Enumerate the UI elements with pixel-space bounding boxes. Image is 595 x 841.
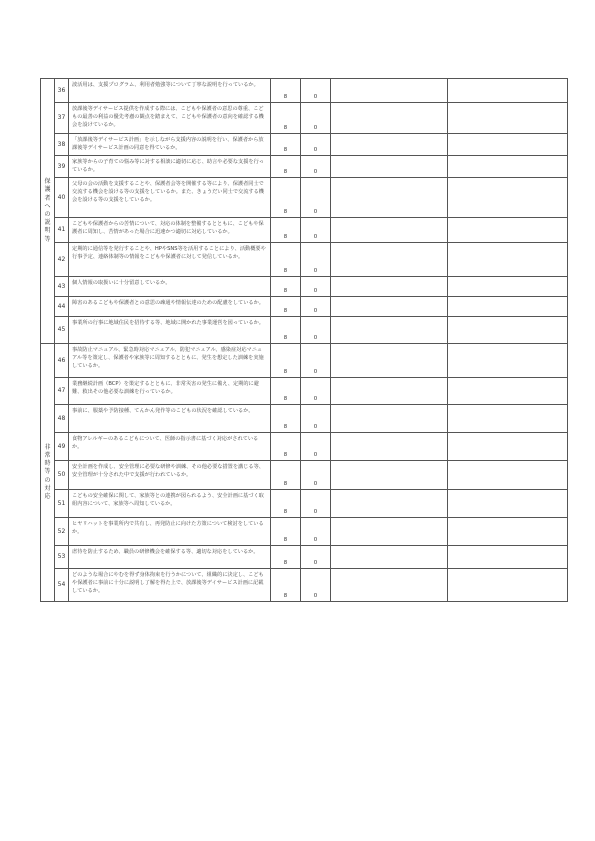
item-number: 43 (55, 277, 69, 297)
table-row (41, 277, 568, 297)
item-question: どのような場合にやむを得ず身体拘束を行うかについて、組織的に決定し、こどもや保護者に事前に十分に説明し了解を得た上で、放課後等デイサービス計画に記載しているか。 (69, 569, 271, 602)
unknown-column (331, 344, 448, 378)
unknown-column (331, 243, 448, 277)
comment-column (448, 490, 568, 518)
item-question: 虐待を防止するため、職員の研修機会を確保する等、適切な対応をしているか。 (69, 546, 271, 569)
item-question: 事故防止マニュアル、緊急時対応マニュアル、防犯マニュアル、感染症対応マニュアル等を策定し、保護者や家族等に周知するとともに、発生を想定した訓練を実施しているか。 (69, 344, 271, 378)
table-row (41, 490, 568, 518)
item-question: 安全計画を作成し、安全管理に必要な研修や訓練、その他必要な措置を講じる等、安全管理が十分された中で支援が行われているか。 (69, 461, 271, 490)
yes-count: 8 (271, 243, 301, 277)
item-number: 38 (55, 134, 69, 156)
item-number: 39 (55, 156, 69, 178)
section-label: 保護者への説明等 (44, 178, 51, 243)
table-row (41, 461, 568, 490)
yes-count: 8 (271, 518, 301, 546)
table-row (41, 178, 568, 218)
no-count: 0 (301, 103, 331, 134)
section-label-cell (41, 79, 55, 344)
yes-count: 8 (271, 297, 301, 317)
unknown-column (331, 546, 448, 569)
yes-count: 8 (271, 433, 301, 461)
item-number: 51 (55, 490, 69, 518)
yes-count: 8 (271, 405, 301, 433)
item-number: 44 (55, 297, 69, 317)
table-row (41, 546, 568, 569)
yes-count: 8 (271, 178, 301, 218)
yes-count: 8 (271, 103, 301, 134)
item-question: ヒヤリハットを事業所内で共有し、再発防止に向けた方策について検討をしているか。 (69, 518, 271, 546)
table-row (41, 243, 568, 277)
item-question: 食物アレルギーのあるこどもについて、医師の指示書に基づく対応がされているか。 (69, 433, 271, 461)
section-label: 非常時等の対応 (44, 443, 51, 500)
yes-count: 8 (271, 156, 301, 178)
comment-column (448, 317, 568, 344)
table-row (41, 156, 568, 178)
yes-count: 8 (271, 378, 301, 405)
item-number: 41 (55, 218, 69, 243)
table-row (41, 378, 568, 405)
unknown-column (331, 218, 448, 243)
item-number: 42 (55, 243, 69, 277)
unknown-column (331, 433, 448, 461)
item-question: 業務継続計画（BCP）を策定するとともに、非常災害の発生に備え、定期的に避難、救出その他必要な訓練を行っているか。 (69, 378, 271, 405)
item-question: こどもや保護者からの苦情について、対応の体制を整備するとともに、こどもや保護者に周知し、苦情があった場合に迅速かつ適切に対応しているか。 (69, 218, 271, 243)
item-question: 放課後等デイサービス提供を作成する際には、こどもや保護者の意思の尊重、こどもの最善の利益の優先考慮の観点を踏まえて、こどもや保護者の意向を確認する機会を設けているか。 (69, 103, 271, 134)
yes-count: 8 (271, 461, 301, 490)
yes-count: 8 (271, 218, 301, 243)
item-number: 40 (55, 178, 69, 218)
no-count: 0 (301, 178, 331, 218)
comment-column (448, 546, 568, 569)
comment-column (448, 218, 568, 243)
table-row (41, 134, 568, 156)
comment-column (448, 569, 568, 602)
item-question: こどもの安全確保に関して、家族等との連携が図られるよう、安全計画に基づく取組内容について、家族等へ周知しているか。 (69, 490, 271, 518)
comment-column (448, 344, 568, 378)
unknown-column (331, 461, 448, 490)
unknown-column (331, 518, 448, 546)
item-number: 49 (55, 433, 69, 461)
comment-column (448, 461, 568, 490)
comment-column (448, 378, 568, 405)
no-count: 0 (301, 79, 331, 103)
unknown-column (331, 156, 448, 178)
no-count: 0 (301, 297, 331, 317)
no-count: 0 (301, 344, 331, 378)
item-question: 障害のあるこどもや保護者との意思の疎通や情報伝達のための配慮をしているか。 (69, 297, 271, 317)
comment-column (448, 518, 568, 546)
yes-count: 8 (271, 317, 301, 344)
item-question: 波活用は、支援プログラム、利用者勉強等について丁寧な説明を行っているか。 (69, 79, 271, 103)
unknown-column (331, 378, 448, 405)
no-count: 0 (301, 378, 331, 405)
comment-column (448, 297, 568, 317)
item-number: 37 (55, 103, 69, 134)
no-count: 0 (301, 156, 331, 178)
item-question: 事業所の行事に地域住民を招待する等、地域に開かれた事業運営を図っているか。 (69, 317, 271, 344)
no-count: 0 (301, 218, 331, 243)
unknown-column (331, 178, 448, 218)
comment-column (448, 156, 568, 178)
item-question: 個人情報の取扱いに十分留意しているか。 (69, 277, 271, 297)
no-count: 0 (301, 433, 331, 461)
unknown-column (331, 277, 448, 297)
comment-column (448, 178, 568, 218)
yes-count: 8 (271, 344, 301, 378)
item-number: 52 (55, 518, 69, 546)
yes-count: 8 (271, 134, 301, 156)
yes-count: 8 (271, 490, 301, 518)
no-count: 0 (301, 243, 331, 277)
evaluation-table (40, 78, 568, 602)
unknown-column (331, 405, 448, 433)
unknown-column (331, 134, 448, 156)
table-row (41, 297, 568, 317)
unknown-column (331, 103, 448, 134)
comment-column (448, 433, 568, 461)
comment-column (448, 134, 568, 156)
unknown-column (331, 297, 448, 317)
table-row (41, 317, 568, 344)
no-count: 0 (301, 277, 331, 297)
unknown-column (331, 317, 448, 344)
yes-count: 8 (271, 277, 301, 297)
yes-count: 8 (271, 546, 301, 569)
item-number: 47 (55, 378, 69, 405)
no-count: 0 (301, 317, 331, 344)
table-row (41, 103, 568, 134)
yes-count: 8 (271, 569, 301, 602)
unknown-column (331, 490, 448, 518)
no-count: 0 (301, 546, 331, 569)
item-number: 46 (55, 344, 69, 378)
comment-column (448, 243, 568, 277)
comment-column (448, 103, 568, 134)
table-row (41, 218, 568, 243)
section-label-cell (41, 344, 55, 602)
item-number: 50 (55, 461, 69, 490)
no-count: 0 (301, 490, 331, 518)
item-number: 48 (55, 405, 69, 433)
item-question: 「放課後等デイサービス計画」を示しながら支援内容の説明を行い、保護者から放課後等デイサービス計画の同意を得ているか。 (69, 134, 271, 156)
item-question: 事前に、服薬や予防接種、てんかん発作等のこどもの状況を確認しているか。 (69, 405, 271, 433)
table-row (41, 433, 568, 461)
item-number: 53 (55, 546, 69, 569)
no-count: 0 (301, 134, 331, 156)
table-row (41, 405, 568, 433)
no-count: 0 (301, 461, 331, 490)
no-count: 0 (301, 518, 331, 546)
yes-count: 8 (271, 79, 301, 103)
comment-column (448, 79, 568, 103)
item-question: 家族等からの子育ての悩み等に対する相談に適切に応じ、助言や必要な支援を行っているか。 (69, 156, 271, 178)
table-row (41, 518, 568, 546)
comment-column (448, 405, 568, 433)
table-row (41, 344, 568, 378)
table-row (41, 79, 568, 103)
item-number: 45 (55, 317, 69, 344)
item-question: 定期的に通信等を発行することや、HPやSNS等を活用することにより、活動概要や行事予定、連絡体制等の情報をこどもや保護者に対して発信しているか。 (69, 243, 271, 277)
no-count: 0 (301, 569, 331, 602)
item-number: 54 (55, 569, 69, 602)
unknown-column (331, 79, 448, 103)
table-row (41, 569, 568, 602)
item-number: 36 (55, 79, 69, 103)
comment-column (448, 277, 568, 297)
item-question: 父母の会の活動を支援することや、保護者会等を開催する等により、保護者同士で交流する機会を設ける等の支援をしているか。また、きょうだい同士で交流する機会を設ける等の支援をしているか。 (69, 178, 271, 218)
no-count: 0 (301, 405, 331, 433)
unknown-column (331, 569, 448, 602)
